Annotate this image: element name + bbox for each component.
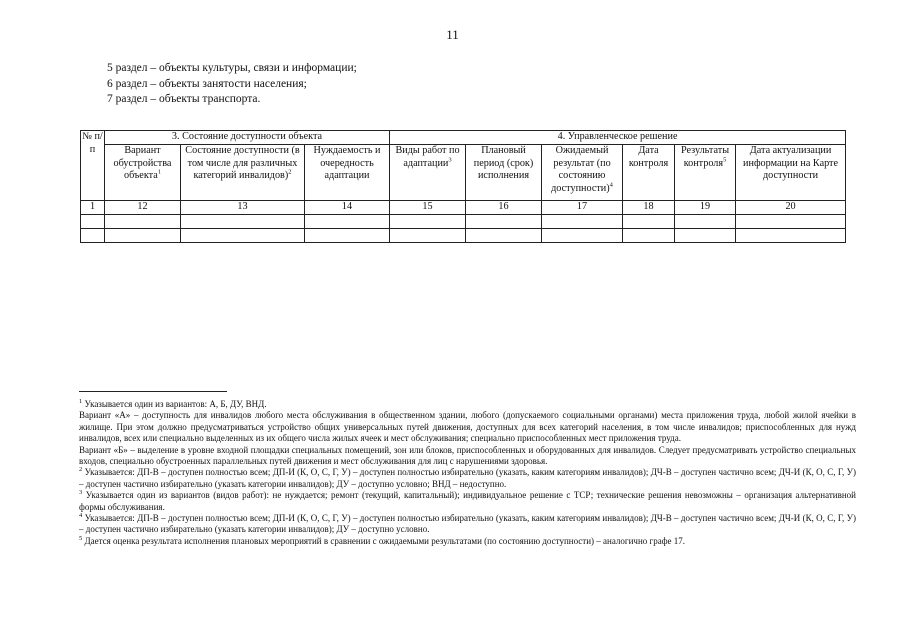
header-update-date: Дата актуализации информации на Карте доступности (736, 145, 846, 201)
header-expected-result: Ожидаемый результат (по состоянию доступности)$^4$ (542, 145, 623, 201)
header-need-and-priority: Нуждаемость и очередность адаптации (305, 145, 390, 201)
footnote-separator (79, 391, 227, 392)
table-cell: 1 (81, 201, 105, 215)
section-item-6: 6 раздел – объекты занятости населения; (107, 77, 307, 90)
group-header-management-decision: 4. Управленческое решение (390, 131, 846, 145)
table-cell: 14 (305, 201, 390, 215)
table-cell: 17 (542, 201, 623, 215)
header-accessibility-state: Состояние доступности (в том числе для различных категорий инвалидов)$^2$ (181, 145, 305, 201)
header-work-types: Виды работ по адаптации$^3$ (390, 145, 466, 201)
footnote-variant-b: Вариант «Б» – выделение в уровне входной площадки специальных помещений, зон или блоков, приспособленных и оборудованных для инвалидов. Следует предусматривать устройство специальных входов, специально обустроенных параллельных путей движения и мест обслуживания для лиц с нарушениями здоровья. (79, 444, 856, 467)
group-header-accessibility-state: 3. Состояние доступности объекта (105, 131, 390, 145)
table-cell: 16 (466, 201, 542, 215)
section-item-7: 7 раздел – объекты транспорта. (107, 93, 261, 105)
section-list (107, 61, 357, 108)
header-control-date: Дата контроля (623, 145, 675, 201)
accessibility-table (80, 130, 846, 243)
page-number: 11 (446, 27, 459, 42)
table-cell: 13 (181, 201, 305, 215)
table-header-row-1 (81, 131, 846, 145)
footnote-5: $^5$ Дается оценка результата исполнения плановых мероприятий в сравнении с ожидаемыми результатами (по состоянию доступности) – аналогично графе 17. (79, 534, 686, 546)
header-control-results: Результаты контроля$^5$ (675, 145, 736, 201)
footnotes (79, 399, 856, 547)
header-arrangement-variant: Вариант обустройства объекта$^1$ (105, 145, 181, 201)
header-planned-period: Плановый период (срок) исполнения (466, 145, 542, 201)
table-row (81, 229, 846, 243)
footnote-1: $^1$ Указывается один из вариантов: А, Б, ДУ, ВНД. (79, 398, 267, 409)
footnote-3: $^3$ Указывается один из вариантов (видов работ): не нуждается; ремонт (текущий, капитальный); индивидуальное решение с ТСР; технические решения невозможны – организация альтернативной формы обслуживания. (79, 489, 856, 512)
table-cell: 20 (736, 201, 846, 215)
footnote-variant-a: Вариант «А» – доступность для инвалидов любого места обслуживания в общественном здании, любого (допускаемого социальными органами) места приложения труда, любой жилой ячейки в жилище. При этом должно предусматриваться устройство общих универсальных путей движения, доступных для всех категорий населения, в том числе инвалидов; приспособленных для нужд инвалидов, всех или специально выделенных из их общего числа жилых ячеек и мест обслуживания; специально приспособленных мест приложения труда. (79, 410, 856, 444)
footnote-2: $^2$ Указывается: ДП-В – доступен полностью всем; ДП-И (К, О, С, Г, У) – доступен полностью избирательно (указать, каким категориям инвалидов); ДЧ-В – доступен частично всем; ДЧ-И (К, О, С, Г, У) – доступен частично избирательно (указать категории инвалидов); ДУ – доступно условно; ВНД – недоступно. (79, 466, 856, 489)
table-header-row-2 (81, 145, 846, 201)
table-row (81, 201, 846, 215)
footnote-4: $^4$ Указывается: ДП-В – доступен полностью всем; ДП-И (К, О, С, Г, У) – доступен полностью избирательно (указать, каким категориям инвалидов); ДЧ-В – доступен частично всем; ДЧ-И (К, О, С, Г, У) – доступен частично избирательно (указать категории инвалидов); ДУ – доступно условно. (79, 512, 856, 535)
table-cell: 18 (623, 201, 675, 215)
table-cell: 12 (105, 201, 181, 215)
table-cell: 15 (390, 201, 466, 215)
table-row (81, 215, 846, 229)
col-number-header: № п/п (81, 131, 105, 201)
table-cell: 19 (675, 201, 736, 215)
section-item-5: 5 раздел – объекты культуры, связи и информации; (107, 62, 357, 74)
